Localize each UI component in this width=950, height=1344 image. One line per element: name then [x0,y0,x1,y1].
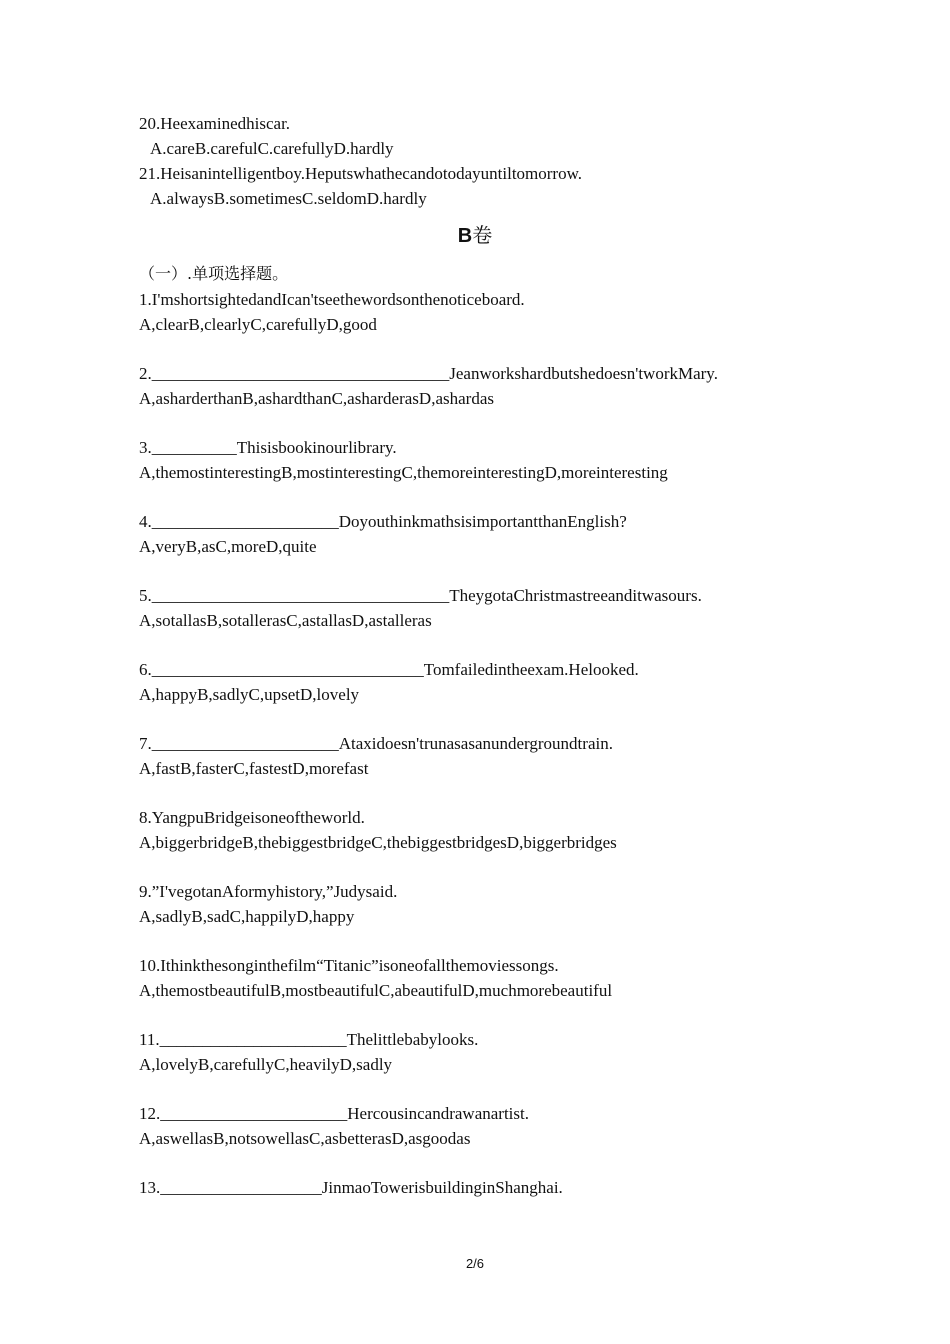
question-3-options: A,themostinterestingB,mostinterestingC,themoreinterestingD,moreinteresting [139,463,668,482]
question-6-options: A,happyB,sadlyC,upsetD,lovely [139,685,360,704]
question-11-options: A,lovelyB,carefullyC,heavilyD,sadly [139,1055,393,1074]
question-1-text: 1.I'mshortsightedandIcan'tseethewordsonthenoticeboard. [139,290,525,309]
question-20-text: 20.Heexaminedhiscar. [139,114,291,133]
question-7-options: A,fastB,fasterC,fastestD,morefast [139,759,369,778]
question-21-text: 21.Heisanintelligentboy.Heputswhathecandotodayuntiltomorrow. [139,164,583,183]
question-13-text: 13.___________________JinmaoTowerisbuildinginShanghai. [139,1178,563,1197]
page-number: 2/6 [465,1256,485,1271]
question-4-text: 4.______________________DoyouthinkmathsisimportantthanEnglish? [139,512,627,531]
question-9-options: A,sadlyB,sadC,happilyD,happy [139,907,355,926]
question-8-text: 8.YangpuBridgeisoneoftheworld. [139,808,365,827]
question-10-options: A,themostbeautifulB,mostbeautifulC,abeautifulD,muchmorebeautiful [139,981,613,1000]
section-b-subtitle: （一）.单项选择题。 [139,264,289,283]
question-8-options: A,biggerbridgeB,thebiggestbridgeC,thebiggestbridgesD,biggerbridges [139,833,617,852]
section-b-title-letter: B [457,225,473,247]
question-7-text: 7.______________________Ataxidoesn'trunasasanundergroundtrain. [139,734,613,753]
question-10-text: 10.Ithinkthesonginthefilm“Titanic”isoneofallthemoviessongs. [139,956,559,975]
question-21-options: A.alwaysB.sometimesC.seldomD.hardly [150,189,427,208]
question-12-options: A,aswellasB,notsowellasC,asbetterasD,asgoodas [139,1129,471,1148]
question-11-text: 11.______________________Thelittlebabylooks. [139,1030,479,1049]
section-b-title-suffix: 卷 [472,223,493,247]
question-6-text: 6.________________________________Tomfailedintheexam.Helooked. [139,660,639,679]
question-5-options: A,sotallasB,sotallerasC,astallasD,astalleras [139,611,432,630]
section-b-title [0,224,950,247]
question-20-options: A.careB.carefulC.carefullyD.hardly [150,139,394,158]
question-2-options: A,asharderthanB,ashardthanC,asharderasD,ashardas [139,389,494,408]
question-5-text: 5.___________________________________TheygotaChristmastreeanditwasours. [139,586,702,605]
question-9-text: 9.”I'vegotanAformyhistory,”Judysaid. [139,882,398,901]
question-2-text: 2.___________________________________Jeanworkshardbutshedoesn'tworkMary. [139,364,718,383]
question-3-text: 3.__________Thisisbookinourlibrary. [139,438,397,457]
question-12-text: 12.______________________Hercousincandrawanartist. [139,1104,529,1123]
question-1-options: A,clearB,clearlyC,carefullyD,good [139,315,377,334]
question-4-options: A,veryB,asC,moreD,quite [139,537,317,556]
